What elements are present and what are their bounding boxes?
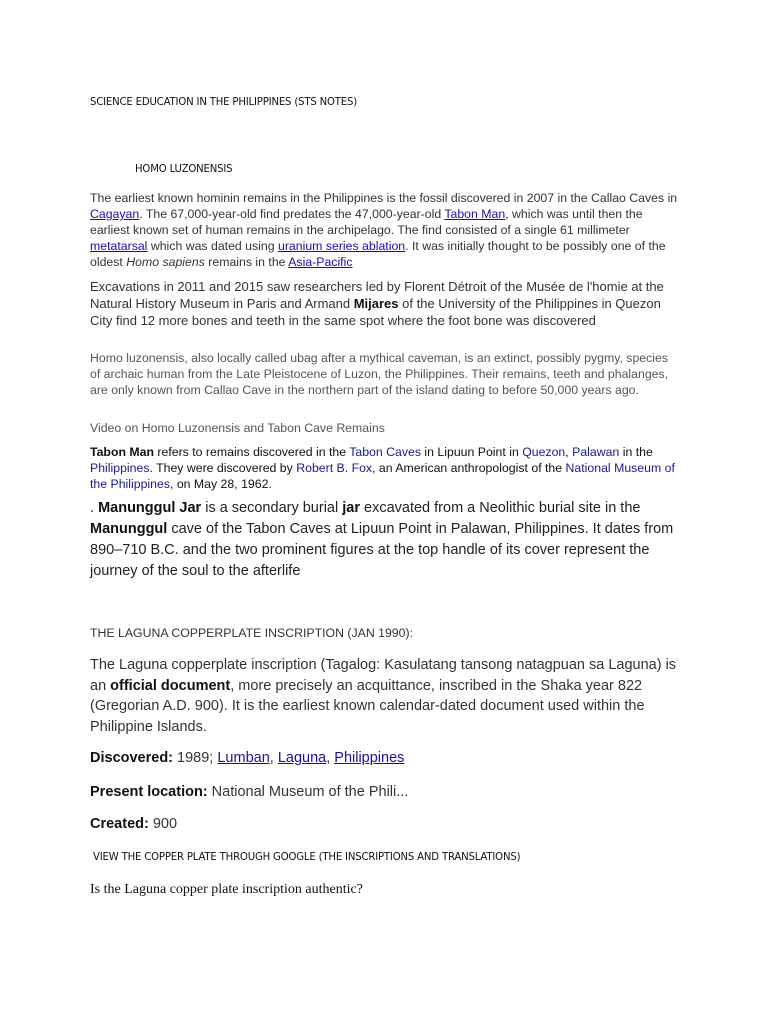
document-title: SCIENCE EDUCATION IN THE PHILIPPINES (STS NOTES) bbox=[90, 95, 357, 108]
text-run: of the University of the Philippines in Quezon City find 12 more bones and teeth in the same spot where the foot bone was discovered bbox=[90, 296, 661, 328]
link-asia-pacific[interactable]: Asia-Pacific bbox=[288, 255, 353, 269]
text-run: which was dated using bbox=[147, 239, 278, 253]
paragraph-homo-luzonensis-description: Homo luzonensis, also locally called ubag after a mythical caveman, is an extinct, possibly pygmy, species of archaic human from the Late Pleistocene of Luzon, the Philippines. Their remains, teeth and phalanges, are only known from Callao Cave in the northern part of the island dating to before 50,000 years ago. bbox=[90, 351, 669, 397]
text-run: excavated from a Neolithic burial site in the bbox=[359, 500, 641, 516]
paragraph-excavations bbox=[90, 278, 680, 329]
text-run: . The 67,000-year-old find predates the 47,000-year-old bbox=[139, 207, 445, 221]
text-run: Excavations in 2011 and 2015 saw researchers led by Florent Détroit of the Musée de l'homie at the Natural History Museum in Paris and Armand bbox=[90, 279, 664, 311]
text-run: . bbox=[90, 500, 99, 516]
fact-value: National Museum of the Phili... bbox=[207, 784, 409, 800]
link-tabon-caves[interactable]: Tabon Caves bbox=[349, 445, 422, 459]
text-run: . It was initially thought to be possibly one of the oldest bbox=[90, 239, 666, 269]
link-cagayan[interactable]: Cagayan bbox=[90, 207, 140, 221]
italic-homo-sapiens: Homo sapiens bbox=[126, 255, 205, 269]
text-run: refers to remains discovered in the bbox=[153, 445, 350, 459]
fact-present-location bbox=[90, 784, 680, 800]
text-run: in Lipuun Point in bbox=[421, 445, 523, 459]
paragraph-laguna-copperplate bbox=[90, 655, 680, 737]
question-authentic: Is the Laguna copper plate inscription authentic? bbox=[90, 882, 363, 897]
fact-value: 900 bbox=[148, 816, 178, 832]
link-metatarsal[interactable]: metatarsal bbox=[90, 239, 148, 253]
text-run: cave of the Tabon Caves at Lipuun Point in Palawan, Philippines. It dates from 890–710 B.C. and the two prominent figures at the top handle of its cover represent the journey of the soul to the afterlife bbox=[90, 521, 674, 579]
link-robert-b-fox[interactable]: Robert B. Fox bbox=[296, 461, 373, 475]
text-run: , which was until then the earliest known set of human remains in the archipelago. The find consisted of a single 61 millimeter bbox=[90, 207, 643, 237]
bold-tabon-man: Tabon Man bbox=[90, 445, 154, 459]
video-reference-line: Video on Homo Luzonensis and Tabon Cave Remains bbox=[90, 421, 385, 435]
text-run: . They were discovered by bbox=[149, 461, 297, 475]
link-tabon-man[interactable]: Tabon Man bbox=[444, 207, 506, 221]
link-lumban[interactable]: Lumban bbox=[217, 750, 270, 766]
bold-jar: jar bbox=[342, 500, 360, 516]
fact-label: Discovered: bbox=[90, 750, 174, 766]
link-palawan[interactable]: Palawan bbox=[572, 445, 620, 459]
paragraph-manunggul-jar bbox=[90, 498, 680, 582]
heading-view-copper-plate: VIEW THE COPPER PLATE THROUGH GOOGLE (THE INSCRIPTIONS AND TRANSLATIONS) bbox=[93, 850, 521, 863]
link-national-museum[interactable]: National Museum of the Philippines bbox=[90, 461, 675, 491]
fact-discovered bbox=[90, 750, 680, 766]
link-quezon[interactable]: Quezon bbox=[522, 445, 566, 459]
bold-official-document: official document bbox=[110, 677, 231, 694]
paragraph-earliest-hominin bbox=[90, 190, 680, 270]
fact-label: Present location: bbox=[90, 784, 208, 800]
bold-manunggul-jar: Manunggul Jar bbox=[98, 500, 202, 516]
link-philippines-discovered[interactable]: Philippines bbox=[334, 750, 405, 766]
heading-laguna-copperplate: THE LAGUNA COPPERPLATE INSCRIPTION (JAN 1990): bbox=[90, 626, 413, 640]
fact-value: 1989; bbox=[173, 750, 218, 766]
separator: , bbox=[269, 750, 278, 766]
text-run: remains in the bbox=[204, 255, 289, 269]
bold-mijares: Mijares bbox=[353, 296, 399, 311]
fact-created bbox=[90, 816, 680, 832]
text-run: in the bbox=[619, 445, 653, 459]
text-run: is a secondary burial bbox=[201, 500, 343, 516]
text-run: , more precisely an acquittance, inscribed in the Shaka year 822 (Gregorian A.D. 900). It is the earliest known calendar-dated document used within the Philippine Islands. bbox=[90, 677, 645, 735]
text-run: , on May 28, 1962. bbox=[169, 477, 272, 491]
text-run: The earliest known hominin remains in the Philippines is the fossil discovered in 2007 in the Callao Caves in bbox=[90, 191, 678, 205]
link-laguna[interactable]: Laguna bbox=[277, 750, 327, 766]
bold-manunggul: Manunggul bbox=[90, 521, 168, 537]
separator: , bbox=[326, 750, 335, 766]
section-heading-homo-luzonensis: HOMO LUZONENSIS bbox=[135, 162, 233, 175]
text-run: The Laguna copperplate inscription (Tagalog: Kasulatang tansong natagpuan sa Laguna) is an bbox=[90, 657, 677, 694]
fact-label: Created: bbox=[90, 816, 149, 832]
paragraph-tabon-man bbox=[90, 444, 680, 492]
link-philippines[interactable]: Philippines bbox=[90, 461, 150, 475]
text-run: , bbox=[565, 445, 573, 459]
text-run: , an American anthropologist of the bbox=[372, 461, 566, 475]
link-uranium-series-ablation[interactable]: uranium series ablation bbox=[277, 239, 406, 253]
